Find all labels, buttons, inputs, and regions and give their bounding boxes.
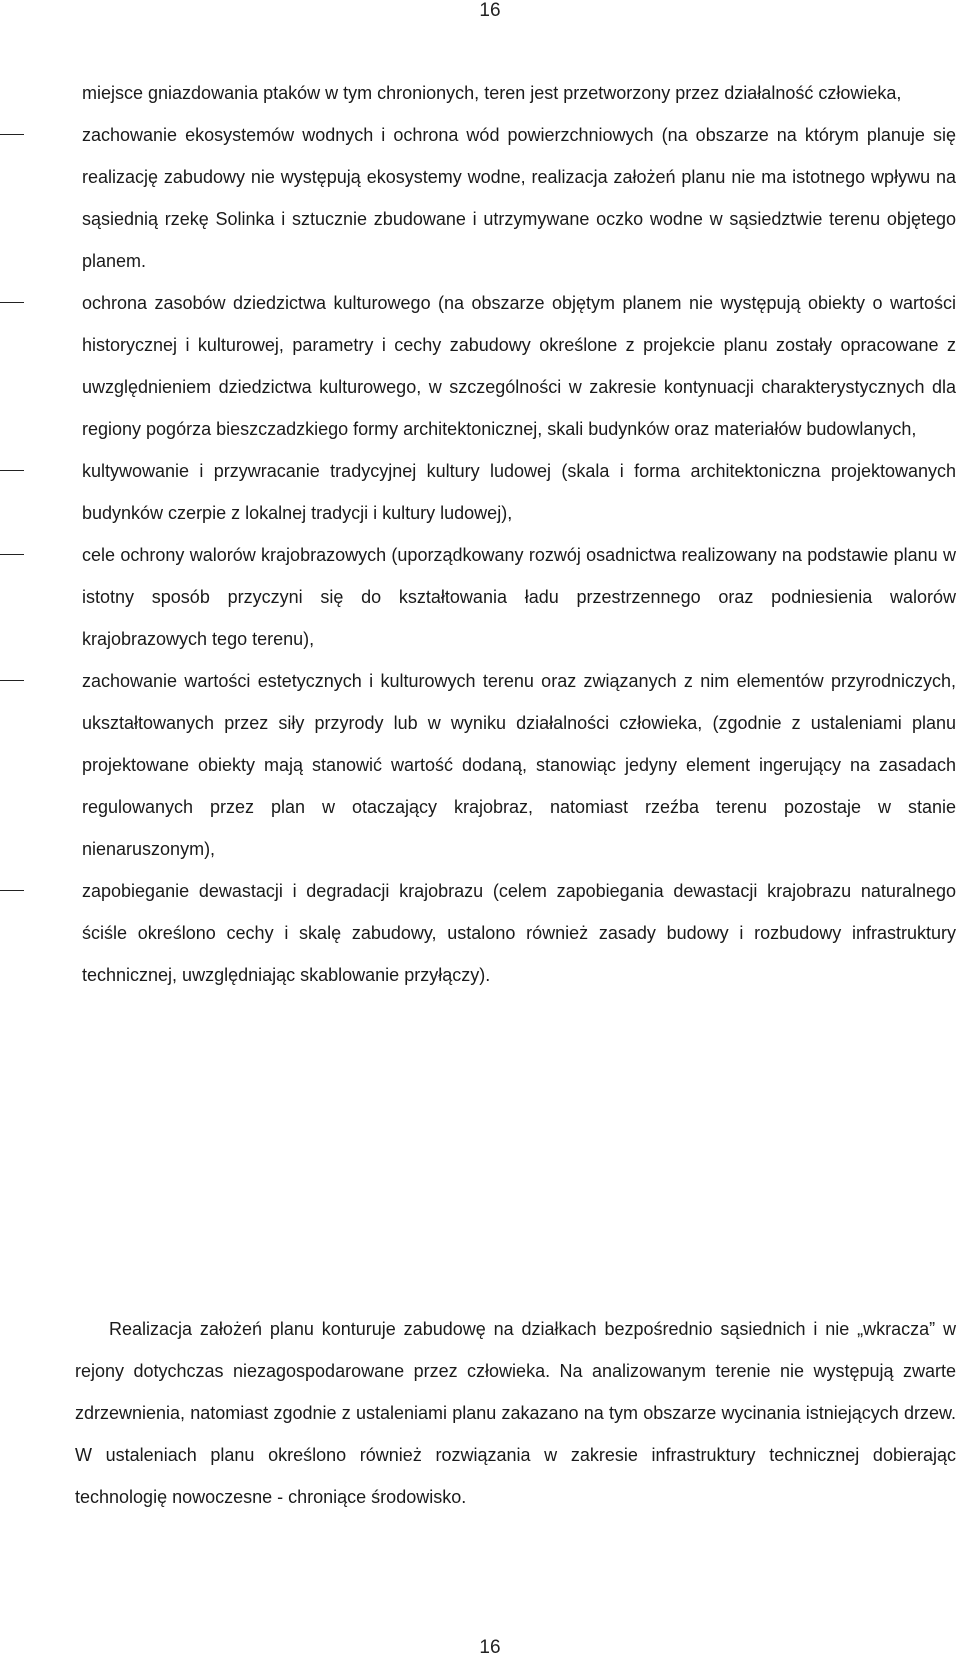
dash-bullet-icon [0,680,24,681]
body-paragraph: Realizacja założeń planu konturuje zabudowę na działkach bezpośrednio sąsiednich i nie „wkracza” w rejony dotychczas niezagospodarowane przez człowieka. Na analizowanym terenie nie występują zwarte zdrzewnienia, natomiast zgodnie z ustaleniami planu zakazano na tym obszarze wycinania istniejących drzew. W ustaleniach planu określono również rozwiązania w zakresie infrastruktury technicznej dobierając technologię nowoczesne - chroniące środowisko. [75,1319,956,1507]
dash-bullet-icon [0,554,24,555]
list-item [82,72,956,114]
list-item-text: zachowanie ekosystemów wodnych i ochrona wód powierzchniowych (na obszarze na którym planuje się realizację zabudowy nie występują ekosystemy wodne, realizacja założeń planu nie ma istotnego wpływu na sąsiednią rzekę Solinka i sztucznie zbudowane i utrzymywane oczko wodne w sąsiedztwie terenu objętego planem. [82,125,956,271]
dash-bullet-icon [0,302,24,303]
list-item-text: ochrona zasobów dziedzictwa kulturowego (na obszarze objętym planem nie występują obiekty o wartości historycznej i kulturowej, parametry i cechy zabudowy określone z projekcie planu zostały opracowane z uwzględnieniem dziedzictwa kulturowego, w szczególności w zakresie kontynuacji charakterystycznych dla regiony pogórza bieszczadzkiego formy architektonicznej, skali budynków oraz materiałów budowlanych, [82,293,956,439]
list-item-text: zachowanie wartości estetycznych i kulturowych terenu oraz związanych z nim elementów przyrodniczych, ukształtowanych przez siły przyrody lub w wyniku działalności człowieka, (zgodnie z ustaleniami planu projektowane obiekty mają stanowić wartość dodaną, stanowiąc jedyny element ingerujący na zasadach regulowanych przez plan w otaczający krajobraz, natomiast rzeźba terenu pozostaje w stanie nienaruszonym), [82,671,956,859]
list-item [82,870,956,996]
dash-bullet-icon [0,470,24,471]
dash-bullet-icon [0,134,24,135]
list-item-text: kultywowanie i przywracanie tradycyjnej kultury ludowej (skala i forma architektoniczna projektowanych budynków czerpie z lokalnej tradycji i kultury ludowej), [82,461,956,523]
bullet-list [0,72,960,996]
page-number-bottom: 16 [479,1637,501,1658]
list-item-text: miejsce gniazdowania ptaków w tym chronionych, teren jest przetworzony przez działalność człowieka, [82,83,902,103]
list-item-text: cele ochrony walorów krajobrazowych (uporządkowany rozwój osadnictwa realizowany na podstawie planu w istotny sposób przyczyni się do kształtowania ładu przestrzennego oraz podniesienia walorów krajobrazowych tego terenu), [82,545,956,649]
list-item [82,114,956,282]
list-item [82,534,956,660]
list-item [82,282,956,450]
list-item [82,660,956,870]
dash-bullet-icon [0,890,24,891]
list-item-text: zapobieganie dewastacji i degradacji krajobrazu (celem zapobiegania dewastacji krajobrazu naturalnego ściśle określono cechy i skalę zabudowy, ustalono również zasady budowy i rozbudowy infrastruktury technicznej, uwzględniając skablowanie przyłączy). [82,881,956,985]
page-number-top: 16 [479,0,501,21]
list-item [82,450,956,534]
